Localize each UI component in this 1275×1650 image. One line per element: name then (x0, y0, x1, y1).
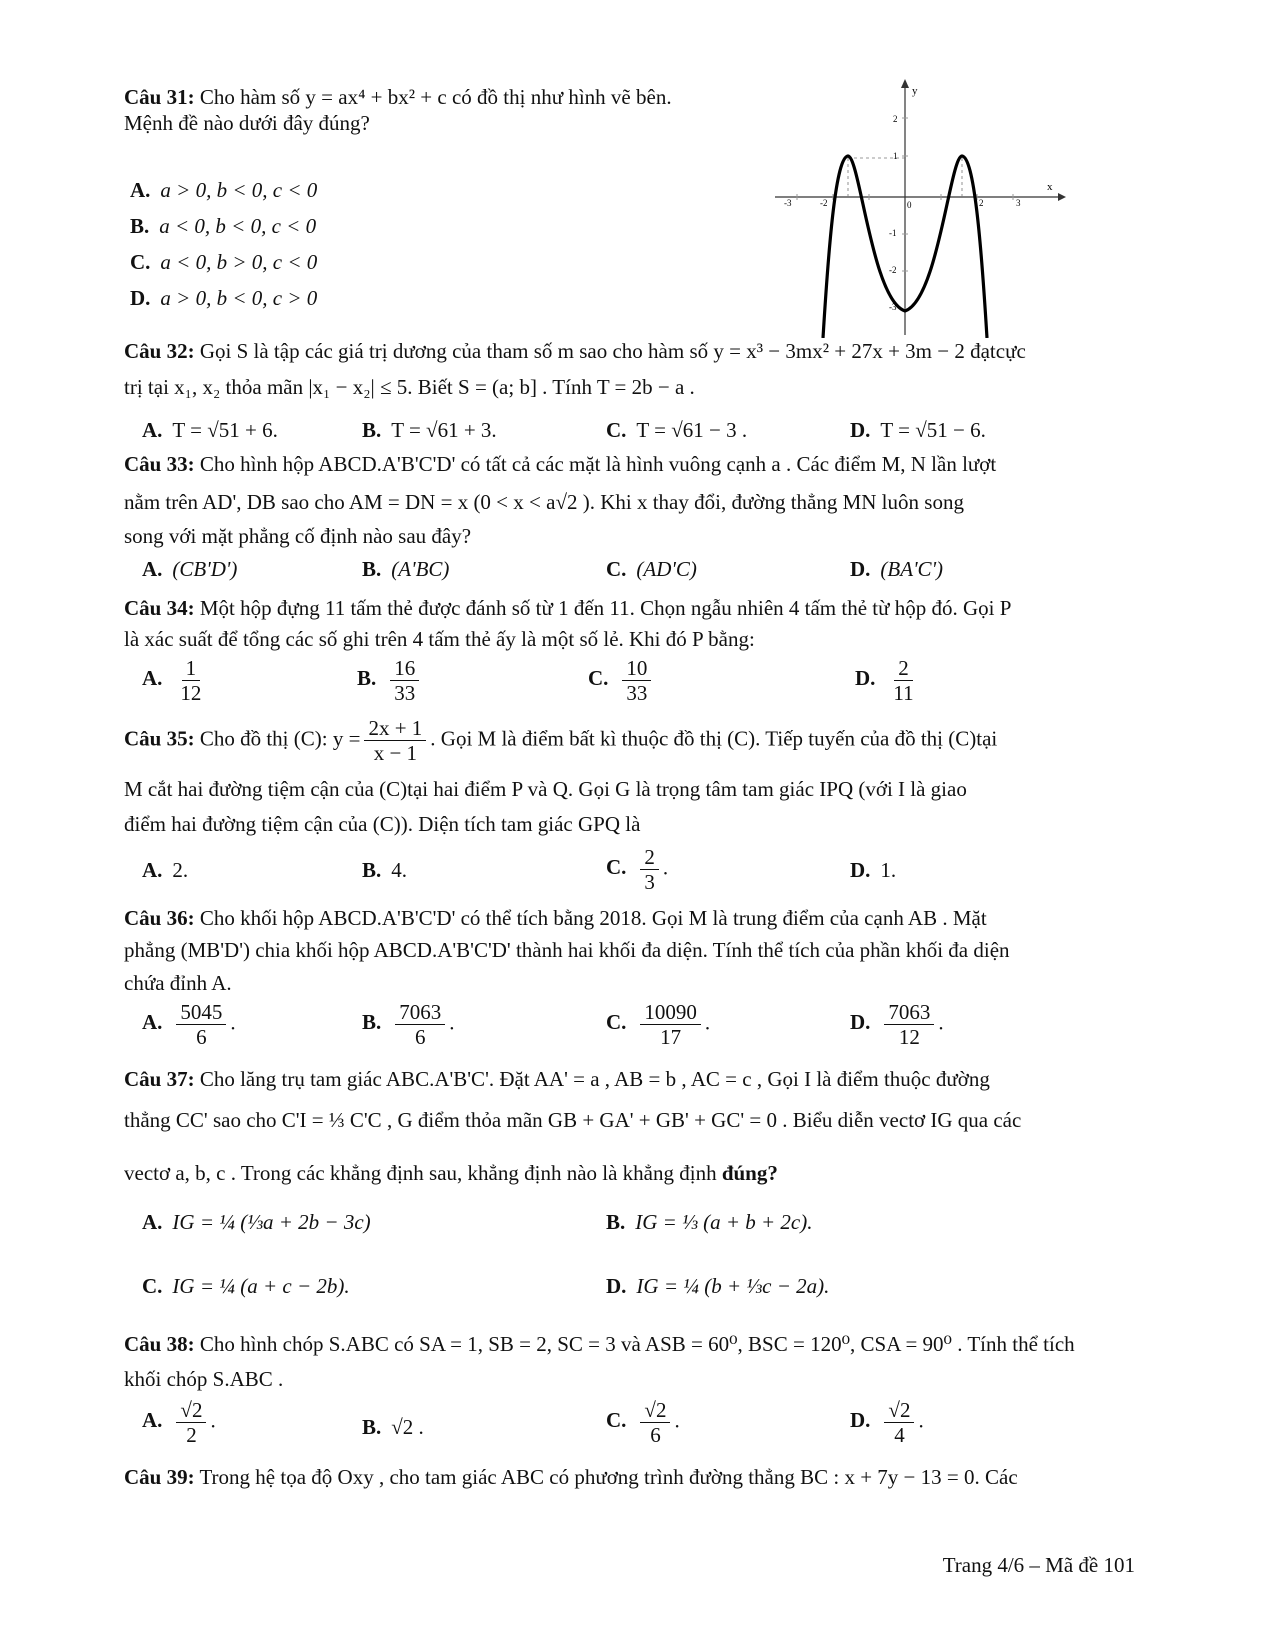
x-tick-label: 3 (1016, 198, 1021, 208)
q37-option-d[interactable]: D. IG = ¼ (b + ⅓c − 2a). (606, 1274, 830, 1298)
q35-stem (124, 716, 1134, 765)
q31-option-d[interactable]: D. a > 0, b < 0, c > 0 (130, 286, 318, 310)
q35-text-3: điểm hai đường tiệm cận của (C)). Diện tích tam giác GPQ là (124, 812, 641, 836)
q36-text-2: phẳng (MB'D') chia khối hộp ABCD.A'B'C'D' thành hai khối đa diện. Tính thể tích của phần khối đa diện (124, 938, 1010, 962)
q38-option-b[interactable]: B. √2 . (362, 1415, 424, 1439)
q32-text-2: trị tại x₁, x₂ thỏa mãn |x₁ − x₂| ≤ 5. Biết S = (a; b] . Tính T = 2b − a . (124, 375, 695, 399)
y-tick-label: 2 (893, 114, 898, 124)
q33-text-3: song với mặt phẳng cố định nào sau đây? (124, 524, 472, 548)
q36-text-3: chứa đỉnh A. (124, 971, 232, 995)
q32-option-b[interactable]: B. T = √61 + 3. (362, 418, 497, 442)
x-tick-label: 2 (979, 198, 984, 208)
fraction: $\frac{16}{33}$ (390, 656, 419, 705)
y-axis-label: y (912, 85, 918, 97)
y-axis-arrow-icon (901, 79, 909, 88)
q35-option-a[interactable]: A. 2. (142, 858, 189, 882)
fraction: $\frac{5045}{6}$ (176, 1000, 226, 1049)
q38-option-a[interactable]: A. $\frac{√2}{2}$ . (142, 1398, 216, 1448)
q32-text-1: Gọi S là tập các giá trị dương của tham số m sao cho hàm số y = x³ − 3mx² + 27x + 3m − 2 đạtcực (199, 339, 1026, 363)
q36-option-a[interactable]: A. $\frac{5045}{6}$ . (142, 1000, 236, 1050)
q31-stem (124, 84, 744, 137)
q39-label: Câu 39: (124, 1465, 195, 1489)
q38-text-1: Cho hình chóp S.ABC có SA = 1, SB = 2, SC = 3 và ASB = 60⁰, BSC = 120⁰, CSA = 90⁰ . Tính thể tích (199, 1332, 1075, 1356)
q37-text-3: vectơ a, b, c . Trong các khẳng định sau, khẳng định nào là khẳng định đúng? (124, 1161, 778, 1185)
y-tick-label: -3 (889, 302, 897, 312)
q39-stem (124, 1464, 1134, 1490)
y-tick-label: 1 (893, 151, 898, 161)
q37-text-1: Cho lăng trụ tam giác ABC.A'B'C'. Đặt AA' = a , AB = b , AC = c , Gọi I là điểm thuộc đường (199, 1067, 990, 1091)
q31-option-c[interactable]: C. a < 0, b > 0, c < 0 (130, 250, 318, 274)
q36-option-c[interactable]: C. $\frac{10090}{17}$ . (606, 1000, 711, 1050)
q35-text-2: M cắt hai đường tiệm cận của (C)tại hai điểm P và Q. Gọi G là trọng tâm tam giác IPQ (với I là giao (124, 777, 967, 801)
fraction: $\frac{7063}{6}$ (395, 1000, 445, 1049)
fraction: $\frac{2}{11}$ (893, 656, 914, 706)
q38-option-c[interactable]: C. $\frac{√2}{6}$ . (606, 1398, 680, 1448)
q33-label: Câu 33: (124, 452, 195, 476)
q31-option-a[interactable]: A. a > 0, b < 0, c < 0 (130, 178, 318, 202)
x-tick-label: -2 (820, 198, 828, 208)
q34-option-d[interactable]: D. $\frac{2}{11}$ (855, 656, 922, 705)
q31-text-1: Cho hàm số y = ax⁴ + bx² + c có đồ thị như hình vẽ bên. (199, 85, 672, 109)
page-footer: Trang 4/6 – Mã đề 101 (942, 1553, 1135, 1577)
q32-option-d[interactable]: D. T = √51 − 6. (850, 418, 986, 442)
q32-option-a[interactable]: A. T = √51 + 6. (142, 418, 278, 442)
q32-stem (124, 338, 1134, 364)
quartic-function-graph (770, 76, 1070, 338)
q37-label: Câu 37: (124, 1067, 195, 1091)
q34-label: Câu 34: (124, 596, 195, 620)
q38-text-2: khối chóp S.ABC . (124, 1367, 284, 1391)
q33-option-a[interactable]: A. (CB'D') (142, 557, 238, 581)
q31-option-b[interactable]: B. a < 0, b < 0, c < 0 (130, 214, 317, 238)
fraction: $\frac{2}{3}$ (640, 845, 659, 894)
y-tick-label: -2 (889, 265, 897, 275)
q36-option-d[interactable]: D. $\frac{7063}{12}$ . (850, 1000, 944, 1050)
q31-label: Câu 31: (124, 85, 195, 109)
q36-text-1: Cho khối hộp ABCD.A'B'C'D' có thể tích bằng 2018. Gọi M là trung điểm của cạnh AB . Mặt (199, 906, 987, 930)
fraction: $\frac{2x + 1}{x - 1}$ (364, 716, 426, 765)
q35-pre: Cho đồ thị (C): y = (199, 726, 361, 751)
q34-text-1: Một hộp đựng 11 tấm thẻ được đánh số từ 1 đến 11. Chọn ngẫu nhiên 4 tấm thẻ từ hộp đó. Gọi P (199, 596, 1012, 620)
fraction: $\frac{√2}{6}$ (640, 1398, 670, 1447)
q35-label: Câu 35: (124, 726, 195, 751)
q37-option-c[interactable]: C. IG = ¼ (a + c − 2b). (142, 1274, 350, 1298)
fraction: $\frac{10090}{17}$ (640, 1000, 701, 1049)
y-tick-label: -1 (889, 228, 897, 238)
q32-label: Câu 32: (124, 339, 195, 363)
q33-text-1: Cho hình hộp ABCD.A'B'C'D' có tất cả các mặt là hình vuông cạnh a . Các điểm M, N lần lượt (199, 452, 997, 476)
fraction: $\frac{7063}{12}$ (884, 1000, 934, 1049)
q35-option-b[interactable]: B. 4. (362, 858, 408, 882)
q33-option-d[interactable]: D. (BA'C') (850, 557, 944, 581)
q34-option-b[interactable]: B. $\frac{16}{33}$ (357, 656, 423, 705)
q33-text-2: nằm trên AD', DB sao cho AM = DN = x (0 < x < a√2 ). Khi x thay đổi, đường thẳng MN luôn song (124, 490, 964, 514)
q37-option-a[interactable]: A. IG = ¼ (⅓a + 2b − 3c) (142, 1210, 371, 1234)
q33-option-b[interactable]: B. (A'BC) (362, 557, 450, 581)
q36-stem (124, 905, 1134, 931)
fraction: $\frac{√2}{2}$ (176, 1398, 206, 1447)
x-tick-label: -3 (784, 198, 792, 208)
x-axis-label: x (1047, 181, 1053, 193)
x-axis-arrow-icon (1058, 193, 1066, 201)
q37-option-b[interactable]: B. IG = ⅓ (a + b + 2c). (606, 1210, 813, 1234)
origin-label: 0 (907, 200, 912, 210)
q38-stem (124, 1331, 1134, 1357)
q38-option-d[interactable]: D. $\frac{√2}{4}$ . (850, 1398, 924, 1448)
q36-label: Câu 36: (124, 906, 195, 930)
q36-option-b[interactable]: B. $\frac{7063}{6}$ . (362, 1000, 455, 1050)
q35-option-d[interactable]: D. 1. (850, 858, 897, 882)
q34-stem (124, 595, 1134, 621)
q39-text-1: Trong hệ tọa độ Oxy , cho tam giác ABC có phương trình đường thẳng BC : x + 7y − 13 = 0. Các (199, 1465, 1018, 1489)
q34-option-c[interactable]: C. $\frac{10}{33}$ (588, 656, 655, 705)
q31-text-2: Mệnh đề nào dưới đây đúng? (124, 111, 370, 136)
fraction: $\frac{1}{12}$ (180, 656, 202, 706)
q34-text-2: là xác suất để tổng các số ghi trên 4 tấm thẻ ấy là một số lẻ. Khi đó P bằng: (124, 627, 755, 651)
q32-option-c[interactable]: C. T = √61 − 3 . (606, 418, 748, 442)
fraction: $\frac{10}{33}$ (622, 656, 651, 705)
q34-option-a[interactable]: A. $\frac{1}{12}$ (142, 656, 209, 705)
q37-text-2: thẳng CC' sao cho C'I = ⅓ C'C , G điểm thỏa mãn GB + GA' + GB' + GC' = 0 . Biểu diễn vectơ IG qua các (124, 1108, 1022, 1132)
q38-label: Câu 38: (124, 1332, 195, 1356)
q35-text-1: . Gọi M là điểm bất kì thuộc đồ thị (C). Tiếp tuyến của đồ thị (C)tại (430, 726, 998, 751)
q33-option-c[interactable]: C. (AD'C) (606, 557, 697, 581)
q35-option-c[interactable]: C. $\frac{2}{3}$ . (606, 845, 669, 895)
q33-stem (124, 451, 1134, 477)
fraction: $\frac{√2}{4}$ (884, 1398, 914, 1447)
q37-stem (124, 1066, 1134, 1092)
